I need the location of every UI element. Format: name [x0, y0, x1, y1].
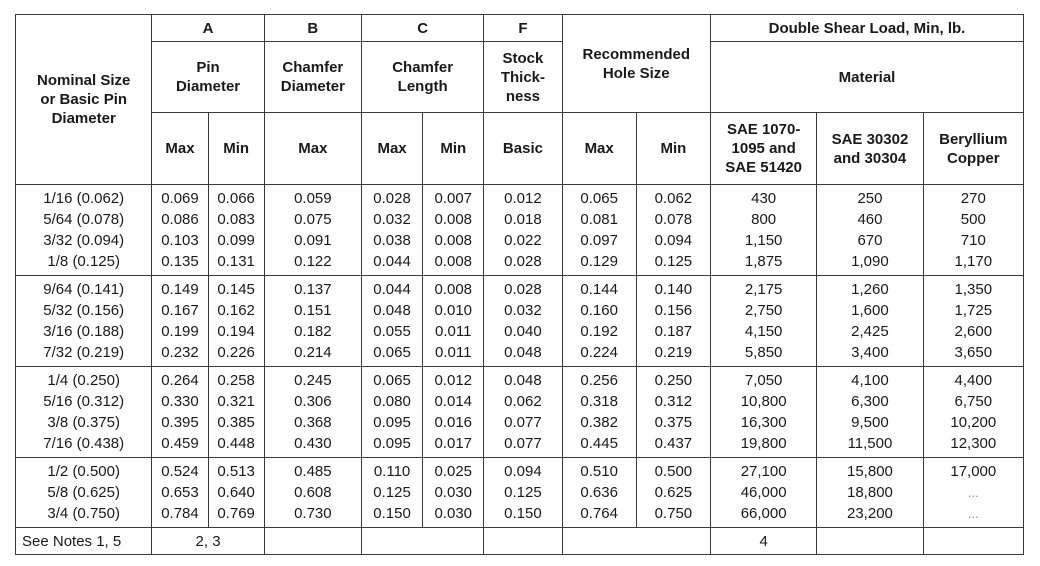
- table-cell: 0.065: [562, 185, 636, 210]
- table-cell: 0.524: [152, 458, 208, 483]
- table-cell: 0.149: [152, 276, 208, 301]
- table-cell: 0.368: [264, 412, 361, 433]
- table-row: [16, 230, 1024, 251]
- table-cell: 0.730: [264, 503, 361, 528]
- table-cell: 1,725: [923, 300, 1023, 321]
- cell-nominal-size: 3/4 (0.750): [16, 503, 152, 528]
- table-cell: 4,150: [710, 321, 816, 342]
- table-row: [16, 458, 1024, 483]
- table-cell: 0.306: [264, 391, 361, 412]
- cell-nominal-size: 1/2 (0.500): [16, 458, 152, 483]
- table-cell: 0.232: [152, 342, 208, 367]
- table-cell: 12,300: [923, 433, 1023, 458]
- table-cell: 0.144: [562, 276, 636, 301]
- table-cell: 0.008: [423, 230, 484, 251]
- table-cell: 0.012: [423, 367, 484, 392]
- table-cell: 670: [817, 230, 923, 251]
- table-cell: 0.382: [562, 412, 636, 433]
- table-cell: 0.187: [636, 321, 710, 342]
- table-cell: 0.145: [208, 276, 264, 301]
- header-double-shear-load: Double Shear Load, Min, lb.: [710, 15, 1023, 42]
- table-cell: 0.062: [484, 391, 562, 412]
- table-group: [16, 185, 1024, 276]
- table-cell: ...: [923, 482, 1023, 503]
- table-cell: 2,175: [710, 276, 816, 301]
- cell-nominal-size: 3/32 (0.094): [16, 230, 152, 251]
- header-chamfer-diameter: Chamfer Diameter: [264, 42, 361, 113]
- table-cell: 1,350: [923, 276, 1023, 301]
- table-cell: 17,000: [923, 458, 1023, 483]
- header-material: Material: [710, 42, 1023, 113]
- table-cell: 0.040: [484, 321, 562, 342]
- table-cell: 0.625: [636, 482, 710, 503]
- table-cell: 0.077: [484, 412, 562, 433]
- table-cell: 0.256: [562, 367, 636, 392]
- table-cell: 0.028: [361, 185, 422, 210]
- table-cell: 0.014: [423, 391, 484, 412]
- table-cell: 11,500: [817, 433, 923, 458]
- cell-nominal-size: 7/32 (0.219): [16, 342, 152, 367]
- cell-nominal-size: 3/8 (0.375): [16, 412, 152, 433]
- table-cell: 0.012: [484, 185, 562, 210]
- table-row: [16, 251, 1024, 276]
- table-row: [16, 209, 1024, 230]
- table-cell: 0.010: [423, 300, 484, 321]
- table-header: [16, 15, 1024, 185]
- cell-nominal-size: 5/64 (0.078): [16, 209, 152, 230]
- header-stock-basic: Basic: [484, 113, 562, 185]
- table-cell: 710: [923, 230, 1023, 251]
- table-cell: 0.150: [361, 503, 422, 528]
- table-cell: 0.017: [423, 433, 484, 458]
- table-row: [16, 503, 1024, 528]
- table-cell: 0.167: [152, 300, 208, 321]
- table-row: [16, 482, 1024, 503]
- table-cell: 7,050: [710, 367, 816, 392]
- table-cell: 0.016: [423, 412, 484, 433]
- table-cell: 0.018: [484, 209, 562, 230]
- table-cell: 6,750: [923, 391, 1023, 412]
- table-cell: 3,650: [923, 342, 1023, 367]
- cell-nominal-size: 1/16 (0.062): [16, 185, 152, 210]
- header-sae-1070: SAE 1070- 1095 and SAE 51420: [710, 113, 816, 185]
- table-cell: 0.007: [423, 185, 484, 210]
- table-cell: 0.078: [636, 209, 710, 230]
- table-cell: 0.245: [264, 367, 361, 392]
- cell-nominal-size: 3/16 (0.188): [16, 321, 152, 342]
- table-cell: 0.156: [636, 300, 710, 321]
- table-cell: 0.065: [361, 367, 422, 392]
- table-cell: 0.214: [264, 342, 361, 367]
- table-cell: 10,200: [923, 412, 1023, 433]
- header-chamfer-diameter-max: Max: [264, 113, 361, 185]
- table-cell: 0.448: [208, 433, 264, 458]
- table-cell: 46,000: [710, 482, 816, 503]
- table-cell: 2,425: [817, 321, 923, 342]
- table-cell: 460: [817, 209, 923, 230]
- table-cell: 1,150: [710, 230, 816, 251]
- table-cell: 2,600: [923, 321, 1023, 342]
- table-cell: 0.044: [361, 276, 422, 301]
- table-row: [16, 367, 1024, 392]
- table-cell: 0.066: [208, 185, 264, 210]
- table-cell: 0.030: [423, 503, 484, 528]
- table-cell: 0.192: [562, 321, 636, 342]
- table-cell: 0.008: [423, 276, 484, 301]
- table-cell: 0.008: [423, 251, 484, 276]
- notes-pin: 2, 3: [152, 528, 264, 555]
- table-cell: 0.059: [264, 185, 361, 210]
- table-cell: 0.199: [152, 321, 208, 342]
- table-cell: 0.025: [423, 458, 484, 483]
- table-cell: 0.459: [152, 433, 208, 458]
- table-cell: 0.094: [484, 458, 562, 483]
- table-cell: 0.162: [208, 300, 264, 321]
- table-cell: 0.011: [423, 321, 484, 342]
- table-cell: 0.081: [562, 209, 636, 230]
- table-cell: 0.250: [636, 367, 710, 392]
- table-cell: 0.150: [484, 503, 562, 528]
- table-cell: 0.608: [264, 482, 361, 503]
- header-chamfer-length-min: Min: [423, 113, 484, 185]
- table-cell: 0.048: [484, 342, 562, 367]
- table-cell: 0.122: [264, 251, 361, 276]
- table-cell: 0.437: [636, 433, 710, 458]
- header-pin-min: Min: [208, 113, 264, 185]
- table-cell: 0.640: [208, 482, 264, 503]
- notes-section: [16, 528, 1024, 555]
- table-cell: 0.110: [361, 458, 422, 483]
- cell-nominal-size: 7/16 (0.438): [16, 433, 152, 458]
- table-row: [16, 276, 1024, 301]
- table-cell: 1,875: [710, 251, 816, 276]
- header-letter-b: B: [264, 15, 361, 42]
- table-cell: 18,800: [817, 482, 923, 503]
- table-cell: 0.028: [484, 276, 562, 301]
- table-cell: 0.653: [152, 482, 208, 503]
- table-cell: 0.097: [562, 230, 636, 251]
- table-cell: 15,800: [817, 458, 923, 483]
- cell-nominal-size: 1/8 (0.125): [16, 251, 152, 276]
- table-cell: 0.099: [208, 230, 264, 251]
- table-cell: 0.103: [152, 230, 208, 251]
- table-cell: 500: [923, 209, 1023, 230]
- table-cell: 0.137: [264, 276, 361, 301]
- cell-nominal-size: 5/32 (0.156): [16, 300, 152, 321]
- table-group: [16, 458, 1024, 528]
- table-cell: ...: [923, 503, 1023, 528]
- notes-chamfer-length: [361, 528, 483, 555]
- table-cell: 0.008: [423, 209, 484, 230]
- notes-load-sae30302: [817, 528, 923, 555]
- header-letter-c: C: [361, 15, 483, 42]
- table-cell: 0.069: [152, 185, 208, 210]
- table-cell: 0.062: [636, 185, 710, 210]
- table-group: [16, 276, 1024, 367]
- table-cell: 0.095: [361, 412, 422, 433]
- table-cell: 0.030: [423, 482, 484, 503]
- table-cell: 0.194: [208, 321, 264, 342]
- table-cell: 0.750: [636, 503, 710, 528]
- table-cell: 0.321: [208, 391, 264, 412]
- header-pin-max: Max: [152, 113, 208, 185]
- table-cell: 0.131: [208, 251, 264, 276]
- table-cell: 0.094: [636, 230, 710, 251]
- table-cell: 0.077: [484, 433, 562, 458]
- table-cell: 0.091: [264, 230, 361, 251]
- header-chamfer-length: Chamfer Length: [361, 42, 483, 113]
- table-cell: 0.086: [152, 209, 208, 230]
- table-cell: 0.312: [636, 391, 710, 412]
- table-row: [16, 412, 1024, 433]
- notes-load-beryllium: [923, 528, 1023, 555]
- table-cell: 4,100: [817, 367, 923, 392]
- notes-stock: [484, 528, 562, 555]
- table-cell: 0.430: [264, 433, 361, 458]
- cell-nominal-size: 1/4 (0.250): [16, 367, 152, 392]
- header-chamfer-length-max: Max: [361, 113, 422, 185]
- table-cell: 0.083: [208, 209, 264, 230]
- header-recommended-hole-size: Recommended Hole Size: [562, 15, 710, 113]
- table-cell: 0.258: [208, 367, 264, 392]
- table-cell: 0.151: [264, 300, 361, 321]
- table-cell: 0.022: [484, 230, 562, 251]
- table-cell: 0.140: [636, 276, 710, 301]
- table-cell: 0.219: [636, 342, 710, 367]
- table-cell: 66,000: [710, 503, 816, 528]
- table-row: [16, 342, 1024, 367]
- table-cell: 0.182: [264, 321, 361, 342]
- header-nominal-size: Nominal Size or Basic Pin Diameter: [16, 15, 152, 185]
- table-cell: 0.226: [208, 342, 264, 367]
- notes-label: See Notes 1, 5: [16, 528, 152, 555]
- table-row: [16, 321, 1024, 342]
- cell-nominal-size: 9/64 (0.141): [16, 276, 152, 301]
- table-cell: 1,260: [817, 276, 923, 301]
- table-cell: 10,800: [710, 391, 816, 412]
- table-cell: 0.044: [361, 251, 422, 276]
- cell-nominal-size: 5/16 (0.312): [16, 391, 152, 412]
- table-cell: 0.636: [562, 482, 636, 503]
- table-cell: 0.500: [636, 458, 710, 483]
- table-cell: 250: [817, 185, 923, 210]
- table-cell: 0.160: [562, 300, 636, 321]
- table-cell: 0.769: [208, 503, 264, 528]
- table-cell: 2,750: [710, 300, 816, 321]
- notes-row: [16, 528, 1024, 555]
- header-beryllium-copper: Beryllium Copper: [923, 113, 1023, 185]
- table-cell: 0.129: [562, 251, 636, 276]
- header-letter-f: F: [484, 15, 562, 42]
- table-cell: 0.445: [562, 433, 636, 458]
- table-cell: 1,600: [817, 300, 923, 321]
- table-cell: 5,850: [710, 342, 816, 367]
- table-cell: 27,100: [710, 458, 816, 483]
- table-cell: 430: [710, 185, 816, 210]
- notes-chamfer-diameter: [264, 528, 361, 555]
- table-cell: 0.065: [361, 342, 422, 367]
- table-cell: 0.395: [152, 412, 208, 433]
- table-row: [16, 433, 1024, 458]
- table-cell: 23,200: [817, 503, 923, 528]
- table-cell: 0.125: [361, 482, 422, 503]
- table-cell: 0.224: [562, 342, 636, 367]
- table-cell: 0.385: [208, 412, 264, 433]
- notes-load-sae1070: 4: [710, 528, 816, 555]
- table-cell: 0.048: [361, 300, 422, 321]
- table-cell: 0.264: [152, 367, 208, 392]
- table-cell: 0.375: [636, 412, 710, 433]
- table-cell: 0.032: [484, 300, 562, 321]
- header-letter-a: A: [152, 15, 264, 42]
- table-cell: 16,300: [710, 412, 816, 433]
- table-cell: 0.784: [152, 503, 208, 528]
- table-cell: 0.032: [361, 209, 422, 230]
- header-hole-max: Max: [562, 113, 636, 185]
- table-cell: 0.125: [484, 482, 562, 503]
- table-cell: 9,500: [817, 412, 923, 433]
- table-cell: 270: [923, 185, 1023, 210]
- table-cell: 0.135: [152, 251, 208, 276]
- table-cell: 0.011: [423, 342, 484, 367]
- table-group: [16, 367, 1024, 458]
- notes-hole: [562, 528, 710, 555]
- table-cell: 4,400: [923, 367, 1023, 392]
- spring-pin-spec-table: [15, 14, 1024, 555]
- table-cell: 6,300: [817, 391, 923, 412]
- table-row: [16, 185, 1024, 210]
- table-cell: 0.485: [264, 458, 361, 483]
- table-cell: 0.125: [636, 251, 710, 276]
- header-sae-30302: SAE 30302 and 30304: [817, 113, 923, 185]
- table-cell: 0.075: [264, 209, 361, 230]
- table-cell: 3,400: [817, 342, 923, 367]
- table-cell: 19,800: [710, 433, 816, 458]
- header-pin-diameter: Pin Diameter: [152, 42, 264, 113]
- table-cell: 0.080: [361, 391, 422, 412]
- table-cell: 1,170: [923, 251, 1023, 276]
- table-cell: 0.318: [562, 391, 636, 412]
- table-row: [16, 391, 1024, 412]
- table-cell: 0.513: [208, 458, 264, 483]
- table-cell: 1,090: [817, 251, 923, 276]
- table-cell: 0.095: [361, 433, 422, 458]
- table-cell: 0.048: [484, 367, 562, 392]
- table-cell: 0.028: [484, 251, 562, 276]
- table-row: [16, 300, 1024, 321]
- header-stock-thickness: Stock Thick- ness: [484, 42, 562, 113]
- table-cell: 0.038: [361, 230, 422, 251]
- table-cell: 0.510: [562, 458, 636, 483]
- header-hole-min: Min: [636, 113, 710, 185]
- table-cell: 0.055: [361, 321, 422, 342]
- table-cell: 800: [710, 209, 816, 230]
- table-cell: 0.764: [562, 503, 636, 528]
- cell-nominal-size: 5/8 (0.625): [16, 482, 152, 503]
- table-cell: 0.330: [152, 391, 208, 412]
